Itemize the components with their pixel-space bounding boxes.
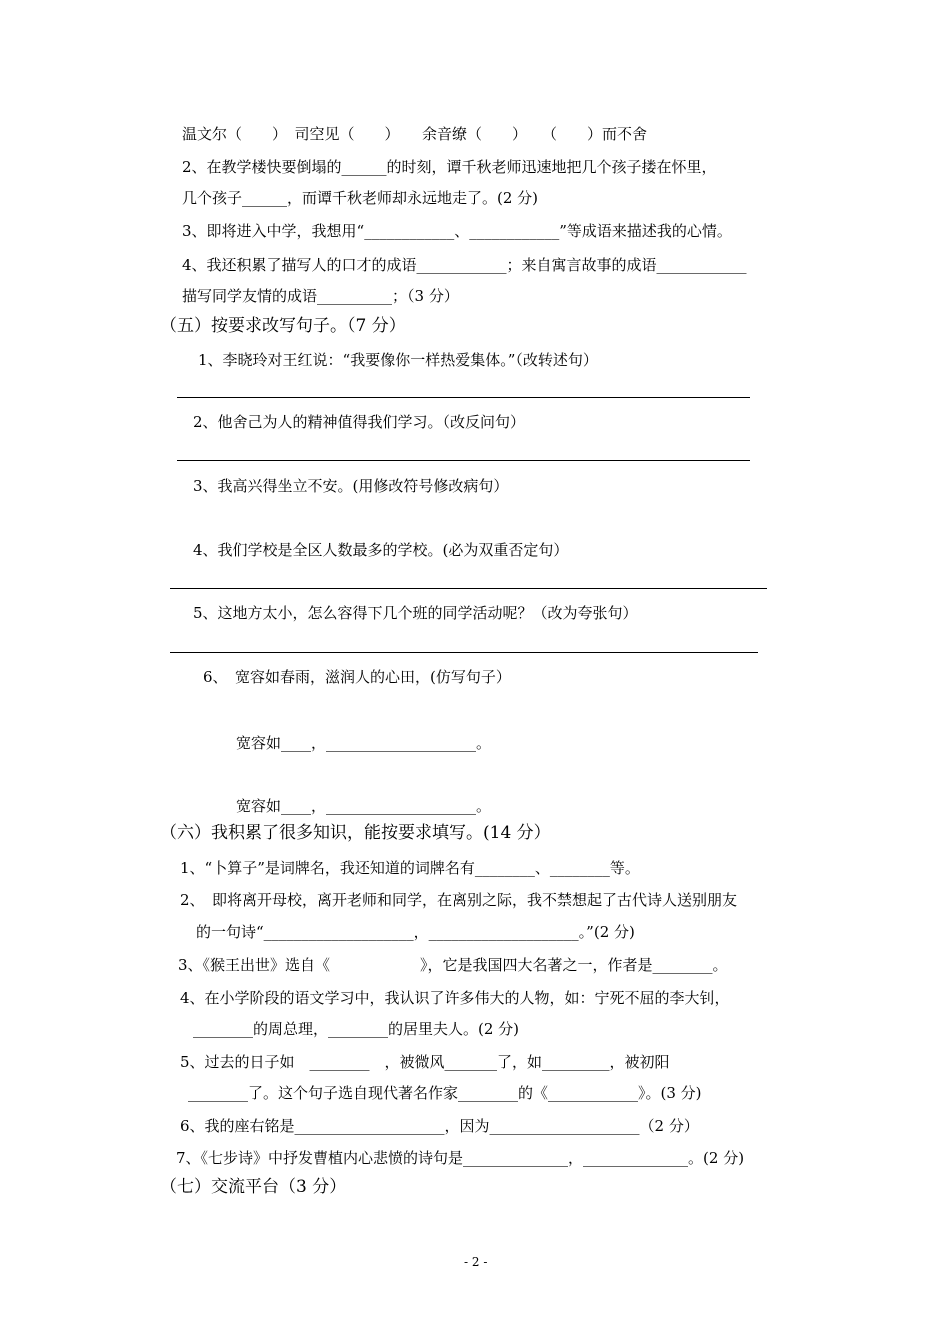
s5-question-6-blank-a: 宽容如____，____________________。 [236, 734, 492, 752]
s6-question-4-line-1: 4、在小学阶段的语文学习中，我认识了许多伟大的人物，如：宁死不屈的李大钊， [180, 989, 730, 1007]
s6-question-2-line-2: 的一句诗“____________________，____________________。”(2 分) [196, 923, 635, 941]
section-5-heading: （五）按要求改写句子。（7 分） [160, 316, 406, 336]
s5-question-2: 2、他舍己为人的精神值得我们学习。（改反问句） [193, 413, 526, 431]
s6-question-5-line-1: 5、过去的日子如 ________ ，被微风_______了，如_________，被初阳 [180, 1053, 670, 1071]
s6-question-1: 1、“卜算子”是词牌名，我还知道的词牌名有________、________等。 [180, 859, 640, 877]
question-2-line-2: 几个孩子______，而谭千秋老师却永远地走了。(2 分) [182, 189, 539, 207]
s6-question-5-line-2: ________了。这个句子选自现代著名作家________的《____________》。(3 分) [188, 1084, 702, 1102]
s6-question-2-line-1: 2、 即将离开母校，离开老师和同学，在离别之际，我不禁想起了古代诗人送别朋友 [180, 891, 738, 909]
answer-line [177, 460, 750, 461]
s5-question-1: 1、李晓玲对王红说：“我要像你一样热爱集体。”（改转述句） [198, 351, 598, 369]
idiom-fill-line: 温文尔（ ） 司空见（ ） 余音缭（ ） （ ）而不舍 [182, 125, 648, 143]
answer-line [170, 588, 767, 589]
s6-question-6: 6、我的座右铭是____________________，因为____________________（2 分） [180, 1117, 699, 1135]
s6-question-4-line-2: ________的周总理，________的居里夫人。(2 分) [193, 1020, 520, 1038]
answer-line [170, 652, 758, 653]
section-6-heading: （六）我积累了很多知识，能按要求填写。(14 分） [160, 823, 551, 843]
answer-line [177, 397, 750, 398]
question-3: 3、即将进入中学，我想用“____________、____________”等成语来描述我的心情。 [182, 222, 732, 240]
s5-question-3: 3、我高兴得坐立不安。(用修改符号修改病句） [193, 477, 509, 495]
section-7-heading: （七）交流平台（3 分） [160, 1177, 347, 1197]
s6-question-7: 7、《七步诗》中抒发曹植内心悲愤的诗句是______________，______________。(2 分) [176, 1149, 745, 1167]
page-number: - 2 - [464, 1255, 488, 1269]
question-4-line-1: 4、我还积累了描写人的口才的成语____________；来自寓言故事的成语____________ [182, 256, 747, 274]
s6-question-3: 3、《猴王出世》选自《 》，它是我国四大名著之一，作者是________。 [178, 956, 728, 974]
s5-question-5: 5、这地方太小，怎么容得下几个班的同学活动呢？（改为夸张句） [193, 604, 638, 622]
s5-question-6: 6、 宽容如春雨，滋润人的心田，(仿写句子） [203, 668, 511, 686]
question-2-line-1: 2、在教学楼快要倒塌的______的时刻，谭千秋老师迅速地把几个孩子搂在怀里， [182, 158, 717, 176]
question-4-line-2: 描写同学友情的成语__________；（3 分） [182, 287, 459, 305]
s5-question-4: 4、我们学校是全区人数最多的学校。(必为双重否定句） [193, 541, 569, 559]
s5-question-6-blank-b: 宽容如____，____________________。 [236, 797, 492, 815]
